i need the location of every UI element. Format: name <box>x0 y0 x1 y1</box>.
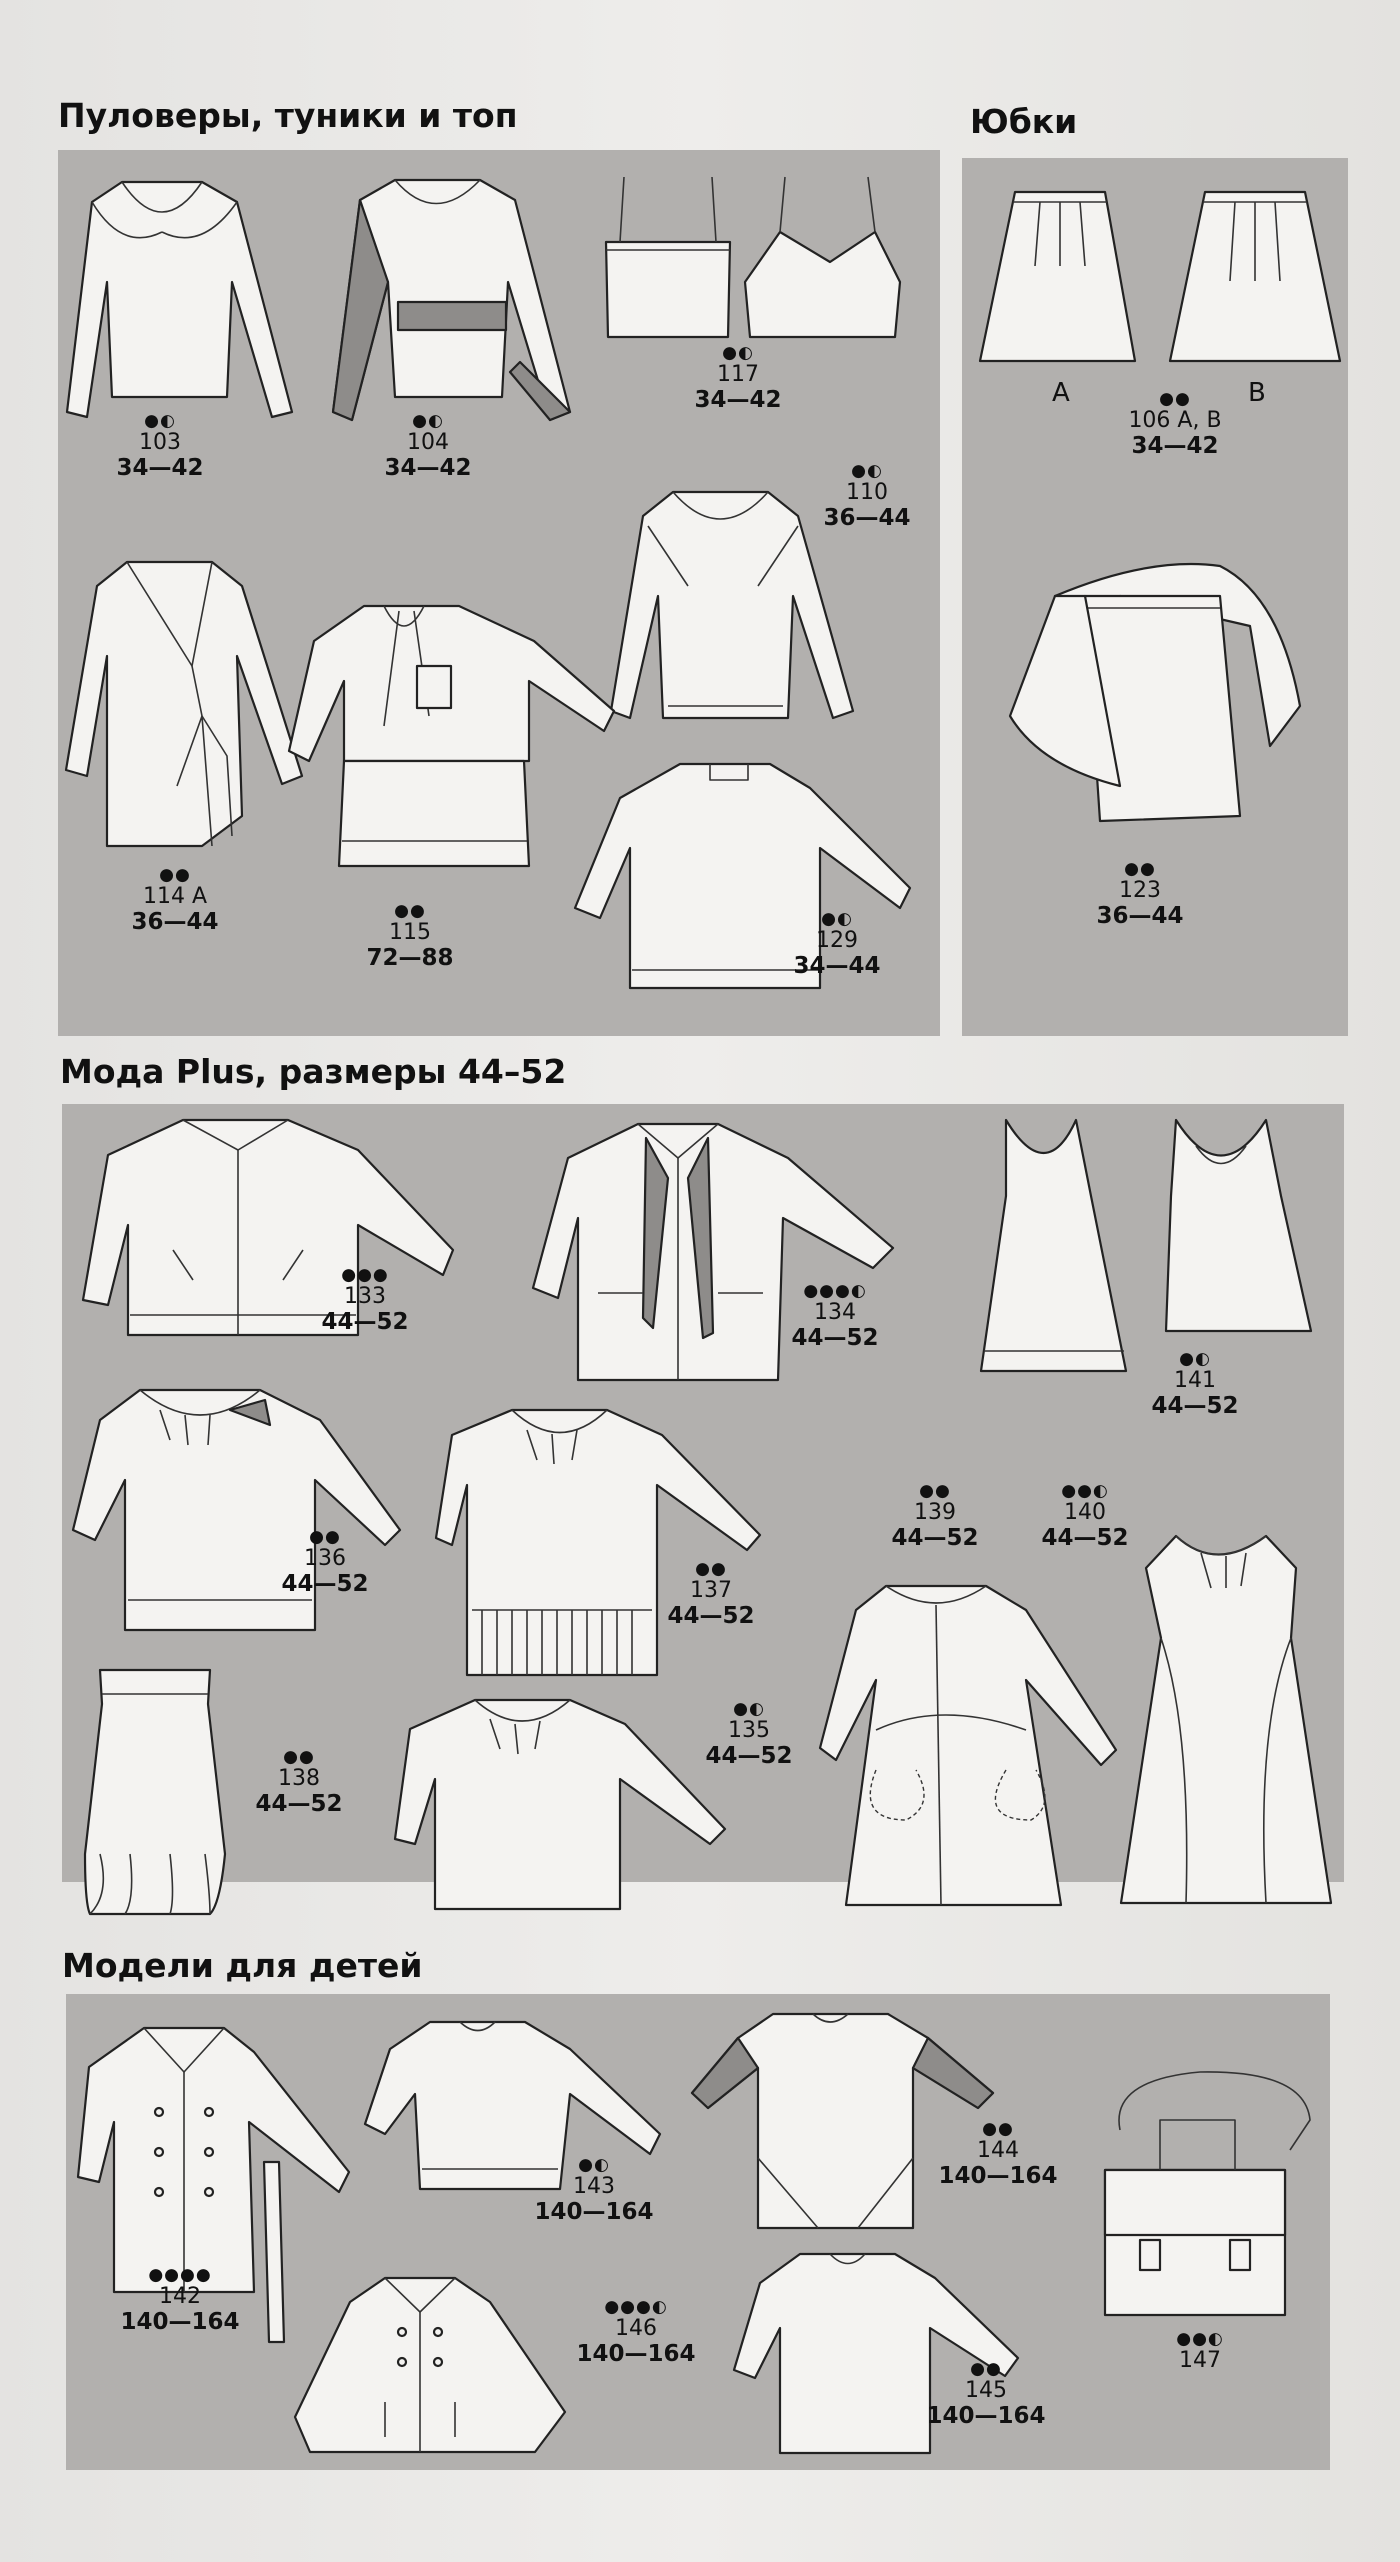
garment-138-sketch <box>80 1664 230 1919</box>
section-title-kids: Модели для детей <box>62 1946 423 1985</box>
label-147: ●●◐ 147 <box>1176 2329 1224 2374</box>
garment-140-sketch <box>1116 1528 1331 1908</box>
garment-115-sketch <box>284 586 619 886</box>
label-103: ●◐ 103 34—42 <box>116 411 204 481</box>
label-129: ●◐ 129 34—44 <box>793 909 881 979</box>
label-143: ●◐ 143 140—164 <box>534 2155 654 2225</box>
garment-139-sketch <box>816 1580 1126 1910</box>
label-115: ●● 115 72—88 <box>366 901 454 971</box>
label-141: ●◐ 141 44—52 <box>1151 1349 1239 1419</box>
label-142: ●●●● 142 140—164 <box>120 2265 240 2335</box>
garment-135-sketch <box>390 1694 730 1914</box>
garment-106-sketch <box>975 186 1340 371</box>
label-144: ●● 144 140—164 <box>938 2119 1058 2189</box>
garment-117-sketch <box>600 172 910 342</box>
section-title-pullovers: Пуловеры, туники и топ <box>58 96 518 135</box>
section-title-skirts: Юбки <box>970 102 1078 141</box>
label-140: ●●◐ 140 44—52 <box>1041 1481 1129 1551</box>
label-145: ●● 145 140—164 <box>926 2359 1046 2429</box>
garment-146-sketch <box>290 2272 570 2457</box>
label-133: ●●● 133 44—52 <box>321 1265 409 1335</box>
garment-123-sketch <box>1000 566 1300 836</box>
label-117: ●◐ 117 34—42 <box>694 343 782 413</box>
garment-104-sketch <box>330 172 575 427</box>
garment-114A-sketch <box>62 556 307 856</box>
label-146: ●●●◐ 146 140—164 <box>576 2297 696 2367</box>
label-139: ●● 139 44—52 <box>891 1481 979 1551</box>
skirt-variant-b: B <box>1248 378 1266 408</box>
section-title-plus: Мода Plus, размеры 44–52 <box>60 1052 567 1091</box>
label-136: ●● 136 44—52 <box>281 1527 369 1597</box>
label-123: ●● 123 36—44 <box>1096 859 1184 929</box>
label-114A: ●● 114 A 36—44 <box>131 865 219 935</box>
label-110: ●◐ 110 36—44 <box>823 461 911 531</box>
skirt-variant-a: A <box>1052 378 1070 408</box>
label-106: ●● 106 A, B 34—42 <box>1128 389 1222 459</box>
garment-147-sketch <box>1100 2060 1320 2320</box>
label-138: ●● 138 44—52 <box>255 1747 343 1817</box>
garment-137-sketch <box>432 1400 762 1680</box>
label-104: ●◐ 104 34—42 <box>384 411 472 481</box>
label-134: ●●●◐ 134 44—52 <box>791 1281 879 1351</box>
label-135: ●◐ 135 44—52 <box>705 1699 793 1769</box>
garment-141-sketch <box>976 1116 1321 1376</box>
garment-103-sketch <box>62 172 302 422</box>
label-137: ●● 137 44—52 <box>667 1559 755 1629</box>
